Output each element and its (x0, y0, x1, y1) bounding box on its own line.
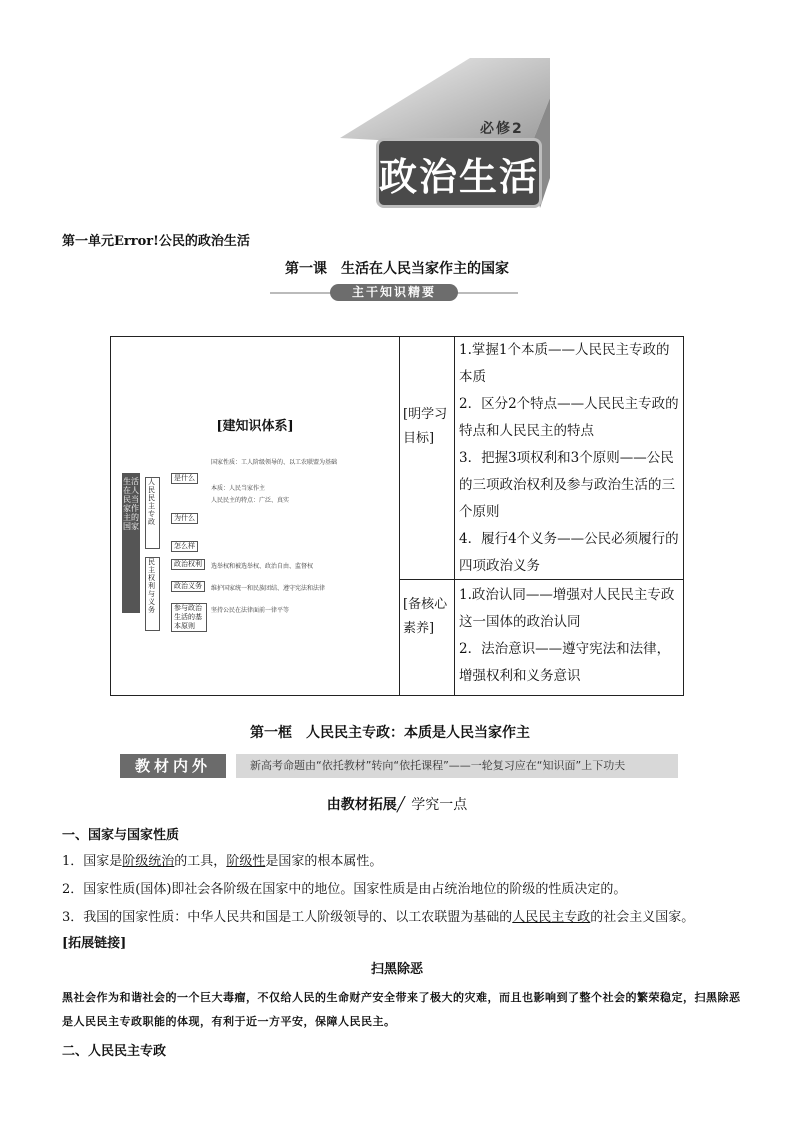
extension-label: [拓展链接] (62, 936, 127, 951)
p1-underline: 阶级性 (226, 854, 266, 869)
objective-item: 4．履行4个义务——公民必须履行的四项政治义务 (459, 531, 679, 574)
section-tag: 教材内外 (120, 754, 226, 778)
p3-text: 的社会主义国家。 (590, 910, 695, 925)
section-pill (270, 282, 518, 304)
mindmap-box: 政治权利 (171, 559, 205, 570)
literacy-list (459, 582, 681, 690)
literacy-item: 2．法治意识——遵守宪法和法律，增强权利和义务意识 (459, 641, 671, 684)
lesson-title: 第一课 生活在人民当家作主的国家 (285, 261, 509, 277)
p3-underline: 人民民主专政 (512, 910, 591, 925)
objective-item: 2．区分2个特点——人民民主专政的特点和人民民主的特点 (459, 396, 679, 439)
section-bar-text: 新高考命题由“依托教材”转向“依托课程”——一轮复习应在“知识面”上下功夫 (236, 754, 678, 778)
objective-item: 1.掌握1个本质——人民民主专政的本质 (459, 342, 670, 385)
mindmap-line: 人民民主的特点：广泛、真实 (211, 497, 290, 504)
header-banner (290, 58, 550, 218)
diagram-label: [建知识体系] (216, 419, 294, 434)
extension-title: 扫黑除恶 (370, 962, 423, 977)
subheading-main: 由教材拓展 (326, 797, 397, 813)
literacy-item: 1.政治认同——增强对人民民主专政这一国体的政治认同 (459, 587, 675, 630)
extension-body: 黑社会作为和谐社会的一个巨大毒瘤，不仅给人民的生命财产安全带来了极大的灾难，而且也影响到了整个社会的繁荣稳定，扫黑除恶是人民民主专政职能的体现，有利于近一方平安，保障人民民主。 (62, 991, 741, 1028)
mindmap-box: 参与政治生活的基本原则 (171, 603, 207, 632)
objective-item: 3．把握3项权利和3个原则——公民的三项政治权利及参与政治生活的三个原则 (459, 450, 675, 520)
knowledge-table (110, 336, 684, 696)
mindmap-box: 政治义务 (171, 581, 205, 592)
pill-label: 主干知识精要 (330, 284, 458, 301)
frame-title: 第一框 人民民主专政：本质是人民当家作主 (250, 725, 530, 741)
banner-tag: 必修2 (480, 121, 524, 137)
heading-1: 一、国家与国家性质 (62, 828, 180, 843)
section-bar (110, 754, 678, 778)
subheading-slash: ╱ (396, 797, 406, 813)
p1-text: 1．国家是 (62, 854, 123, 869)
mindmap-line: 维护国家统一和民族团结、遵守宪法和法律 (211, 585, 326, 592)
paragraph-1 (62, 852, 742, 872)
mindmap-line: 坚持公民在法律面前一律平等 (211, 607, 290, 614)
mindmap-line: 选举权和被选举权、政治自由、监督权 (211, 563, 314, 570)
banner-title: 政治生活 (379, 154, 540, 199)
mindmap-box: 怎么样 (171, 541, 198, 552)
mindmap-line: 国家性质：工人阶级领导的、以工农联盟为基础 (211, 459, 338, 466)
mindmap-line: 本质：人民当家作主 (211, 485, 266, 492)
table-divider (454, 337, 455, 695)
knowledge-mindmap (119, 433, 399, 633)
heading-2: 二、人民民主专政 (62, 1044, 167, 1059)
objectives-label: [明学习目标] (403, 407, 448, 446)
table-divider (399, 337, 400, 695)
paragraph-2: 2．国家性质(国体)即社会各阶级在国家中的地位。国家性质是由占统治地位的阶级的性质决定的。 (62, 882, 627, 897)
mindmap-root: 生活在人民当家作主的国家 (122, 473, 140, 613)
mindmap-box: 是什么 (171, 473, 198, 484)
subheading (0, 794, 794, 814)
paragraph-3 (62, 908, 762, 928)
objectives-list (459, 337, 681, 580)
mindmap-branch-a: 人民民主专政 (145, 477, 160, 549)
literacy-label: [备核心素养] (403, 597, 448, 636)
mindmap-branch-b: 民主权利与义务 (145, 557, 160, 631)
mindmap-box: 为什么 (171, 513, 198, 524)
p1-text: 是国家的根本属性。 (265, 854, 383, 869)
subheading-sub: 学究一点 (411, 797, 468, 813)
p1-text: 的工具， (174, 854, 227, 869)
p1-underline: 阶级统治 (122, 854, 175, 869)
banner-title-box (376, 138, 542, 208)
p3-text: 3．我国的国家性质：中华人民共和国是工人阶级领导的、以工农联盟为基础的 (62, 910, 513, 925)
unit-title: 第一单元Error!公民的政治生活 (62, 234, 250, 249)
